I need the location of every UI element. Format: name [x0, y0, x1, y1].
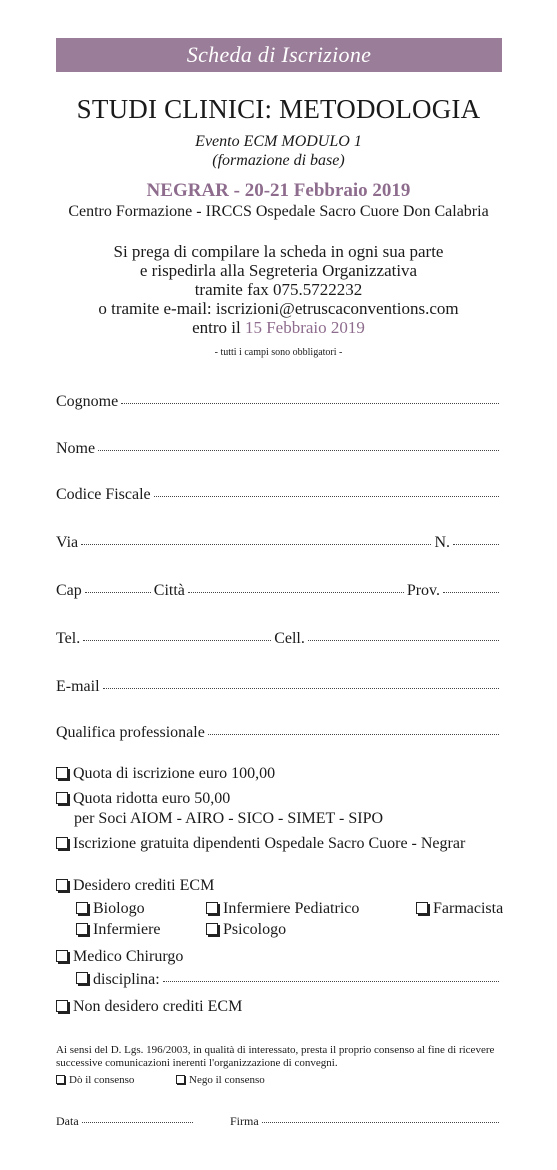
cognome-line[interactable]: [121, 402, 499, 404]
qualifica-line[interactable]: [208, 733, 499, 735]
codice-fiscale-field[interactable]: Codice Fiscale: [56, 486, 502, 504]
biologo-option[interactable]: Biologo: [76, 900, 145, 918]
checkbox-icon[interactable]: [56, 792, 68, 804]
psicologo-option[interactable]: Psicologo: [206, 921, 286, 939]
checkbox-icon[interactable]: [206, 902, 218, 914]
quota-ridotta-option[interactable]: Quota ridotta euro 50,00: [56, 790, 230, 808]
disciplina-line[interactable]: [163, 980, 499, 982]
required-note: - tutti i campi sono obbligatori -: [214, 347, 343, 358]
desidero-ecm-option[interactable]: Desidero crediti ECM: [56, 877, 214, 895]
checkbox-icon[interactable]: [206, 923, 218, 935]
checkbox-icon[interactable]: [76, 923, 88, 935]
nego-consenso-option[interactable]: Nego il consenso: [176, 1074, 265, 1086]
numero-line[interactable]: [453, 543, 499, 545]
checkbox-icon[interactable]: [416, 902, 428, 914]
deadline-date: 15 Febbraio 2019: [244, 318, 365, 337]
nome-field[interactable]: Nome: [56, 440, 502, 458]
cap-line[interactable]: [85, 591, 151, 593]
privacy-statement: Ai sensi del D. Lgs. 196/2003, in qualità di interessato, presta il proprio consenso al fine di ricevere successive comunicazioni inerenti l'organizzazione di convegni.: [56, 1044, 495, 1069]
medico-chirurgo-option[interactable]: Medico Chirurgo: [56, 948, 183, 966]
event-location-date: NEGRAR - 20-21 Febbraio 2019: [146, 180, 411, 201]
nome-line[interactable]: [98, 449, 499, 451]
email-field[interactable]: E-mail: [56, 678, 502, 696]
checkbox-icon[interactable]: [56, 1075, 65, 1084]
event-subtitle: Evento ECM MODULO 1: [195, 133, 362, 150]
email-line[interactable]: [103, 687, 499, 689]
firma-line[interactable]: [262, 1121, 499, 1123]
qualifica-field[interactable]: Qualifica professionale: [56, 724, 502, 742]
course-title: STUDI CLINICI: METODOLOGIA: [76, 94, 481, 124]
consenso-option[interactable]: Dò il consenso: [56, 1074, 134, 1086]
address-field[interactable]: Cap Città Prov.: [56, 582, 502, 600]
infermiere-option[interactable]: Infermiere: [76, 921, 161, 939]
tel-line[interactable]: [83, 639, 271, 641]
checkbox-icon[interactable]: [56, 767, 68, 779]
non-desidero-ecm-option[interactable]: Non desidero crediti ECM: [56, 998, 242, 1016]
codice-fiscale-line[interactable]: [154, 495, 499, 497]
instructions: Si prega di compilare la scheda in ogni sua parte e rispedirla alla Segreteria Organizzativa tramite fax 075.5722232 o tramite e-mail: iscrizioni@etruscaconventions.com entro il 15 Febbraio 2019: [98, 242, 459, 337]
prov-line[interactable]: [443, 591, 499, 593]
via-field[interactable]: Via N.: [56, 534, 502, 552]
phone-field[interactable]: Tel. Cell.: [56, 630, 502, 648]
infermiere-pediatrico-option[interactable]: Infermiere Pediatrico: [206, 900, 359, 918]
farmacista-option[interactable]: Farmacista: [416, 900, 503, 918]
firma-field[interactable]: Firma: [230, 1114, 502, 1129]
checkbox-icon[interactable]: [56, 1000, 68, 1012]
disciplina-option[interactable]: disciplina:: [76, 971, 502, 989]
event-venue: Centro Formazione - IRCCS Ospedale Sacro Cuore Don Calabria: [68, 203, 489, 220]
cognome-field[interactable]: Cognome: [56, 393, 502, 411]
checkbox-icon[interactable]: [56, 837, 68, 849]
checkbox-icon[interactable]: [176, 1075, 185, 1084]
checkbox-icon[interactable]: [76, 972, 88, 984]
data-field[interactable]: Data: [56, 1114, 196, 1129]
checkbox-icon[interactable]: [56, 879, 68, 891]
banner-title: Scheda di Iscrizione: [186, 42, 372, 67]
quota-ridotta-detail: per Soci AIOM - AIRO - SICO - SIMET - SIPO: [74, 810, 384, 827]
data-line[interactable]: [82, 1121, 193, 1123]
iscrizione-gratuita-option[interactable]: Iscrizione gratuita dipendenti Ospedale Sacro Cuore - Negrar: [56, 835, 465, 853]
via-line[interactable]: [81, 543, 431, 545]
quota-intera-option[interactable]: Quota di iscrizione euro 100,00: [56, 765, 275, 783]
checkbox-icon[interactable]: [76, 902, 88, 914]
cell-line[interactable]: [308, 639, 499, 641]
event-subtitle-2: (formazione di base): [212, 152, 345, 169]
citta-line[interactable]: [188, 591, 404, 593]
checkbox-icon[interactable]: [56, 950, 68, 962]
form-header-banner: [56, 38, 502, 72]
